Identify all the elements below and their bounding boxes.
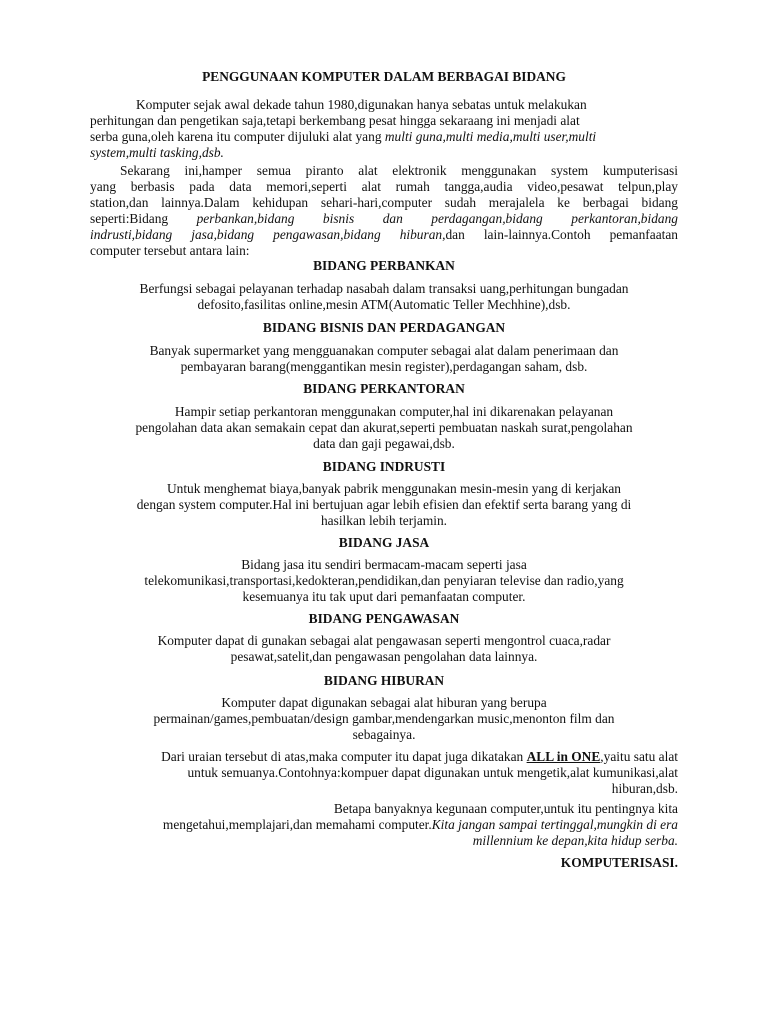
section-line: Untuk menghemat biaya,banyak pabrik menggunakan mesin-mesin yang di kerjakan	[166, 481, 622, 496]
overview-paragraph	[90, 163, 678, 259]
summary-line-3: hiburan,dsb.	[611, 781, 678, 796]
section-heading: BIDANG INDRUSTI	[322, 459, 446, 474]
intro-paragraph	[90, 97, 678, 161]
overview-line-5	[90, 227, 678, 243]
section-body	[90, 481, 678, 529]
section-heading: BIDANG HIBURAN	[323, 673, 445, 688]
summary-line-1	[90, 749, 678, 765]
closing-line-3	[90, 833, 678, 849]
overview-line-6: computer tersebut antara lain:	[90, 243, 250, 258]
section-heading: BIDANG PENGAWASAN	[308, 611, 460, 626]
document-title: PENGGUNAAN KOMPUTER DALAM BERBAGAI BIDANG	[202, 69, 566, 84]
section-body	[90, 343, 678, 375]
overview-line-1: Sekarang ini,hamper semua piranto alat elektronik menggunakan system kumputerisasi	[120, 163, 678, 178]
overview-line-5-text: ,dan lain-lainnya.Contoh pemanfaatan	[442, 227, 678, 242]
intro-line-2: perhitungan dan pengetikan saja,tetapi berkembang pesat hingga sekaraang ini menjadi alat	[90, 113, 580, 128]
section-line: Banyak supermarket yang mengguanakan computer sebagai alat dalam penerimaan dan	[149, 343, 619, 358]
overview-line-4-text: seperti:Bidang	[90, 211, 197, 226]
intro-line-3	[90, 129, 678, 145]
section-line: sebagainya.	[352, 727, 416, 742]
section-line: Bidang jasa itu sendiri bermacam-macam seperti jasa	[241, 557, 527, 572]
section-heading: BIDANG JASA	[338, 535, 430, 550]
section-line: telekomunikasi,transportasi,kedokteran,pendidikan,dan penyiaran televise dan radio,yang	[144, 573, 624, 588]
section-line: kesemuanya itu tak uput dari pemanfaatan computer.	[242, 589, 526, 604]
section-line: defosito,fasilitas online,mesin ATM(Automatic Teller Mechhine),dsb.	[197, 297, 571, 312]
overview-line-4-italic: perbankan,bidang bisnis dan perdagangan,bidang perkantoran,bidang	[196, 211, 678, 226]
intro-line-4	[90, 145, 678, 161]
section-body	[90, 281, 678, 313]
section-heading: BIDANG PERKANTORAN	[303, 381, 465, 396]
overview-line-4	[90, 211, 678, 227]
section-body	[90, 557, 678, 605]
section-line: pembayaran barang(menggantikan mesin register),perdagangan saham, dsb.	[180, 359, 588, 374]
intro-line-1: Komputer sejak awal dekade tahun 1980,digunakan hanya sebatas untuk melakukan	[136, 97, 587, 112]
intro-line-3-italic: multi guna,multi media,multi user,multi	[384, 129, 597, 144]
overview-line-3: station,dan lainnya.Dalam kehidupan sehari-hari,computer sudah merajalela ke berbagai bidang	[90, 195, 678, 210]
overview-line-2: yang berbasis pada data memori,seperti alat rumah tangga,audia video,pesawat telpun,play	[90, 179, 678, 194]
section-line: permainan/games,pembuatan/design gambar,mendengarkan music,menonton film dan	[153, 711, 615, 726]
section-heading: BIDANG BISNIS DAN PERDAGANGAN	[262, 320, 506, 335]
section-line: pengolahan data akan semakain cepat dan akurat,seperti pembuatan naskah surat,pengolahan	[135, 420, 633, 435]
section-body	[90, 633, 678, 665]
section-heading: BIDANG PERBANKAN	[313, 258, 455, 273]
intro-line-4-italic: system,multi tasking,dsb.	[90, 145, 224, 160]
section-line: Komputer dapat digunakan sebagai alat hiburan yang berupa	[221, 695, 547, 710]
section-line: data dan gaji pegawai,dsb.	[313, 436, 455, 451]
summary-line-2: untuk semuanya.Contohnya:kompuer dapat digunakan untuk mengetik,alat kumunikasi,alat	[187, 765, 678, 780]
summary-paragraph	[90, 749, 678, 797]
section-line: Hampir setiap perkantoran menggunakan computer,hal ini dikarenakan pelayanan	[174, 404, 614, 419]
closing-line-2	[90, 817, 678, 833]
overview-line-5-italic: indrusti,bidang jasa,bidang pengawasan,bidang hiburan	[90, 227, 443, 242]
closing-line-2-text: mengetahui,memplajari,dan memahami computer.	[162, 817, 432, 832]
section-line: pesawat,satelit,dan pengawasan pengolahan data lainnya.	[230, 649, 538, 664]
section-body	[90, 404, 678, 452]
closing-paragraph	[90, 801, 678, 849]
section-line: Komputer dapat di gunakan sebagai alat pengawasan seperti mengontrol cuaca,radar	[157, 633, 611, 648]
section-line: Berfungsi sebagai pelayanan terhadap nasabah dalam transaksi uang,perhitungan bungadan	[139, 281, 629, 296]
closing-line-1: Betapa banyaknya kegunaan computer,untuk itu pentingnya kita	[333, 801, 678, 816]
summary-line-1-post: ,yaitu satu alat	[600, 749, 678, 764]
summary-line-1-pre: Dari uraian tersebut di atas,maka computer itu dapat juga dikatakan	[161, 749, 527, 764]
closing-line-2-italic: Kita jangan sampai tertinggal,mungkin di era	[431, 817, 678, 832]
intro-line-3-text: serba guna,oleh karena itu computer dijuluki alat yang	[90, 129, 385, 144]
section-line: hasilkan lebih terjamin.	[320, 513, 448, 528]
section-line: dengan system computer.Hal ini bertujuan agar lebih efisien dan efektif serta barang yang di	[136, 497, 632, 512]
section-body	[90, 695, 678, 743]
final-word: KOMPUTERISASI.	[560, 855, 678, 870]
closing-line-3-italic: millennium ke depan,kita hidup serba.	[472, 833, 678, 848]
all-in-one-emphasis: ALL in ONE	[526, 749, 601, 764]
